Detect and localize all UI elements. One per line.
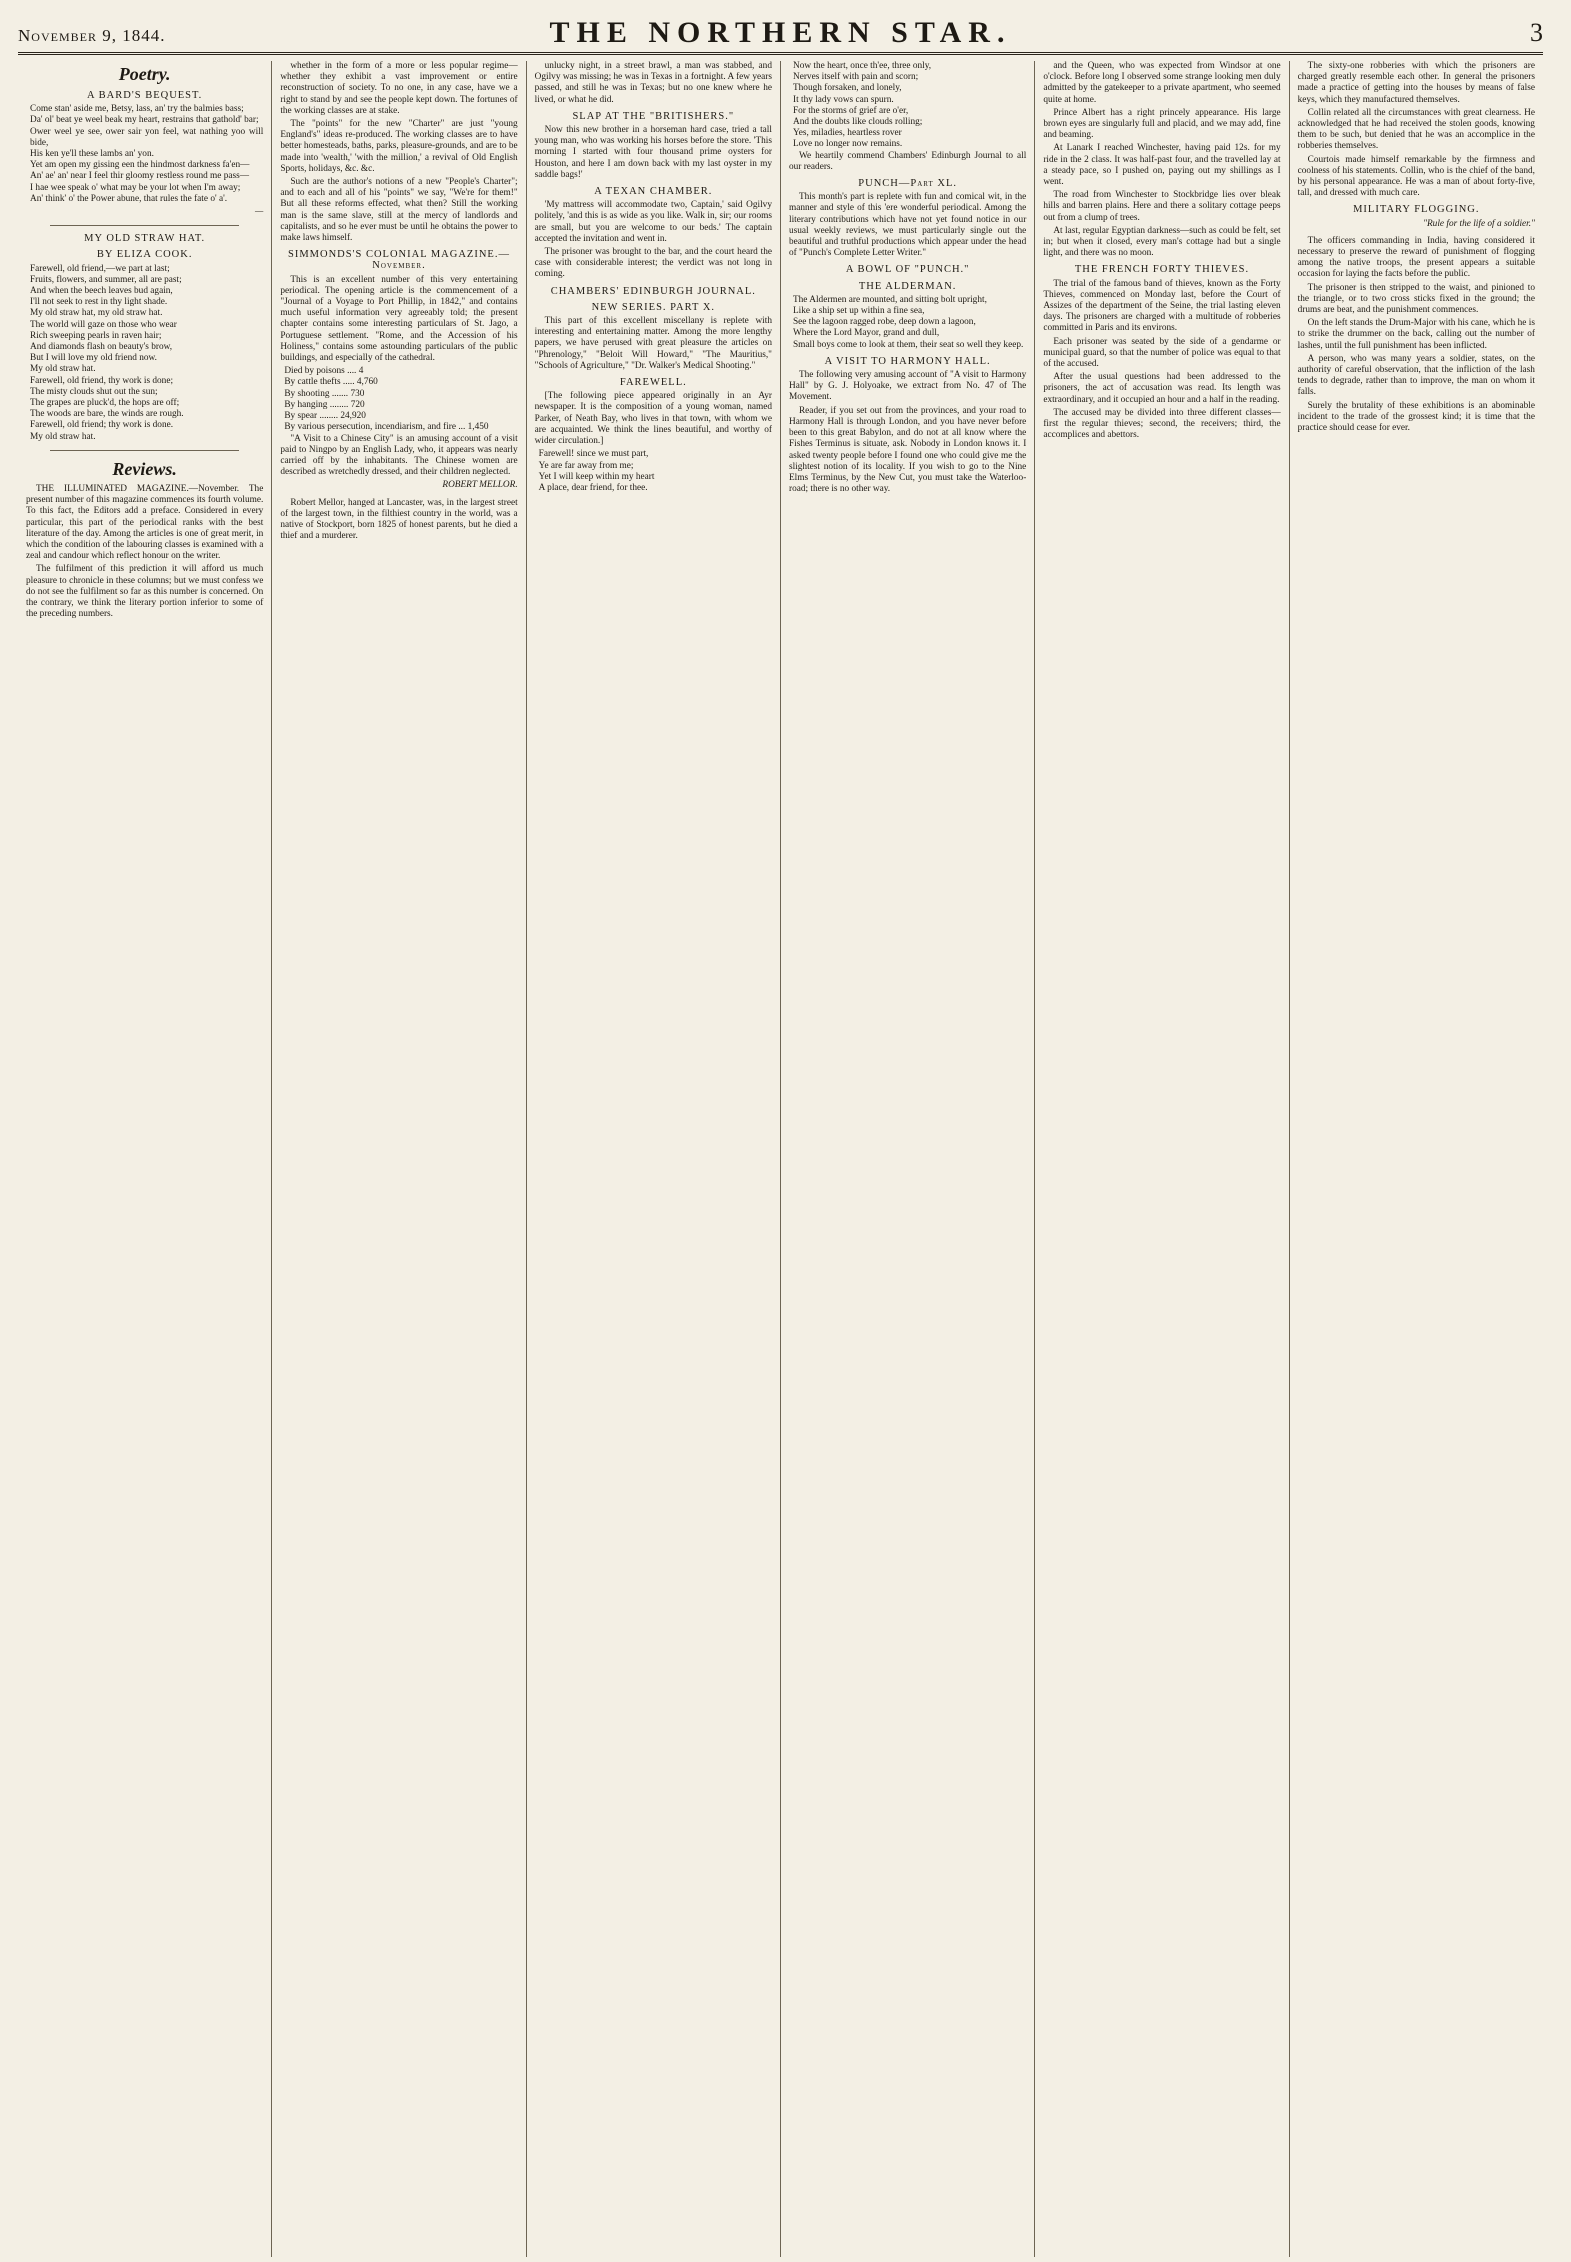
article-title: A BOWL OF "PUNCH." <box>845 264 970 276</box>
article-paragraph: whether in the form of a more or less popular regime—whether they exhibit a vast improvement or entire reconstruction of society. To no one, in any case, have we a right to stand by and see the people kept down. The fortunes of the working classes are at stake. <box>280 61 518 116</box>
column-3 <box>527 61 781 2257</box>
article-paragraph: [The following piece appeared originally in an Ayr newspaper. It is the composition of a young woman, named Parker, of Neath Bay, who lives in that town, with whom we are acquainted. We think the lines beautiful, and worthy of wider circulation.] <box>534 391 772 447</box>
article-paragraph: At Lanark I reached Winchester, having paid 12s. for my ride in the 2 class. It was half-past four, and the travelled lay at a steady pace, so I pushed on, paying out my shillings as I went. <box>1043 143 1281 188</box>
poem-verse: Farewell! since we must part, Ye are far away from me; Yet I will keep within my heart A place, dear friend, for thee. <box>538 449 655 493</box>
byline: ROBERT MELLOR. <box>442 480 518 491</box>
article-paragraph: A person, who was many years a soldier, states, on the authority of careful observation, that the infliction of the lash tends to degrade, rather than to improve, the man on whom it falls. <box>1297 353 1535 398</box>
article-paragraph: We heartily commend Chambers' Edinburgh Journal to all our readers. <box>788 150 1027 172</box>
article-title: NEW SERIES. PART X. <box>591 301 716 313</box>
article-paragraph: Surely the brutality of these exhibitions is an abominable incident to the trade of the grossest kind; it is time that the practice should cease for ever. <box>1297 400 1535 434</box>
article-paragraph: Such are the author's notions of a new "People's Charter"; and to each and all of his "points" we say, "We're for them!" But all these reforms effected, what then? Still the working man is the same slave, still at the mercy of landlords and capitalists, and so he ever must be until he obtains the power to make laws himself. <box>280 177 518 244</box>
section-heading: Poetry. <box>118 64 171 84</box>
article-paragraph: This is an excellent number of this very entertaining periodical. The opening article is the commencement of a "Journal of a Voyage to Port Phillip, in 1842," and contains much useful information very agreeably told; the present chapter contains some interesting particulars of St. Jago, a Portuguese settlement. "Rome, and the Accession of his Holiness," contains some astounding particulars of the public buildings, and especially of the cathedral. <box>280 274 518 364</box>
poem-verse: Now the heart, once th'ee, three only, Nerves itself with pain and scorn; Though forsaken, and lonely, It thy lady vows can spurn. For the storms of grief are o'er, And the doubts like clouds rolling; Yes, miladies, heartless rover Love no longer now remains. <box>792 61 932 150</box>
byline: — <box>255 207 264 218</box>
article-paragraph: This part of this excellent miscellany is replete with interesting and entertaining matter. Among the more lengthy papers, we have perused with great pleasure the articles on "Phrenology," "Beloit Will Howard," "The Mauritius," "Schools of Agriculture," "Dr. Walker's Medical Shooting." <box>534 316 772 371</box>
article-paragraph: 'My mattress will accommodate two, Captain,' said Ogilvy politely, 'and this is as wide as you like. Walk in, sir; our rooms are small, but you are welcome to our beds.' The captain accepted the invitation and went in. <box>534 200 772 244</box>
article-paragraph: The accused may be divided into three different classes—first the regular thieves; second, the receivers; third, the accomplices and abettors. <box>1043 407 1281 441</box>
article-title: FAREWELL. <box>619 377 687 389</box>
article-paragraph: On the left stands the Drum-Major with his cane, which he is to strike the drummer on the back, calling out the number of lashes, until the full punishment has been inflicted. <box>1297 318 1535 351</box>
article-title: A TEXAN CHAMBER. <box>594 186 713 198</box>
column-6 <box>1290 61 1543 2257</box>
article-paragraph: The road from Winchester to Stockbridge lies over bleak hills and barren plains. Here and there a solitary cottage peeps out from a clump of trees. <box>1043 190 1281 223</box>
article-paragraph: The following very amusing account of "A visit to Harmony Hall" by G. J. Holyoake, we extract from No. 47 of The Movement. <box>788 370 1027 403</box>
article-title: THE ALDERMAN. <box>858 280 957 292</box>
article-paragraph: Each prisoner was seated by the side of a gendarme or municipal guard, so that the number of police was equal to that of the accused. <box>1043 336 1281 370</box>
issue-date: November 9, 1844. <box>18 26 166 45</box>
column-4 <box>781 61 1035 2257</box>
article-paragraph: The "points" for the new "Charter" are just "young England's" ideas re-produced. The working classes are to have better homesteads, baths, parks, pleasure-grounds, and are to be made into 'wealth,' 'with the million,' a revival of Old English Sports, holidays, &c. &c. <box>280 119 518 174</box>
article-title: CHAMBERS' EDINBURGH JOURNAL. <box>550 285 756 297</box>
article-title: MILITARY FLOGGING. <box>1353 204 1480 216</box>
article-paragraph: After the usual questions had been addressed to the prisoners, the act of accusation was read. Its length was extraordinary, and it occupied an hour and a half in the reading. <box>1043 372 1281 405</box>
article-paragraph: This month's part is replete with fun and comical wit, in the manner and style of this 'ere wonderful periodical. Among the literary contributions which have not yet found notice in our usual weekly reviews, we must particularly single out the beautiful and truthful productions which appear under the head of "Punch's Complete Letter Writer." <box>788 192 1027 259</box>
article-title: THE FRENCH FORTY THIEVES. <box>1074 264 1250 276</box>
newspaper-title: THE NORTHERN STAR. <box>549 16 1012 49</box>
masthead <box>18 0 1543 55</box>
article-title: A VISIT TO HARMONY HALL. <box>824 355 991 367</box>
article-paragraph: Reader, if you set out from the provinces, and your road to Harmony Hall is through London, and you have never before been to this great Babylon, and do not at all know where the Fishes Terminus is situate, ask. Nobody in London knows it. I asked twenty people before I found one who could give me the slightest notion of its locality. If you wish to go to the Nine Elms Terminus, by the New Cut, you must take the Waterloo-road; there is no other way. <box>788 405 1027 495</box>
article-paragraph: and the Queen, who was expected from Windsor at one o'clock. Before long I observed some strange looking men duly admitted by the gatekeeper to a private apartment, who seemed quite at home. <box>1043 61 1281 105</box>
article-paragraph: THE ILLUMINATED MAGAZINE.—November. The present number of this magazine commences its fourth volume. To this fact, the Editors add a preface. Considered in every particular, this part of the periodical ranks with the best literature of the day. Among the articles is one of great merit, in which the condition of the labouring classes is examined with a zeal and candour which reflect honour on the writer. <box>26 483 264 562</box>
article-paragraph: Collin related all the circumstances with great clearness. He acknowledged that he had received the stolen goods, knowing them to be such, but denied that he was an accomplice in the robberies themselves. <box>1297 107 1535 152</box>
poem-verse: Farewell, old friend,—we part at last; Fruits, flowers, and summer, all are past; And when the beech leaves bud again, I'll not seek to rest in thy light shade. My old straw hat, my old straw hat. The world will gaze on those who wear Rich sweeping pearls in raven hair; And diamonds flash on beauty's brow, But I will love my old friend now. My old straw hat. Farewell, old friend, thy work is done; The misty clouds shut out the sun; The grapes are pluck'd, the hops are off; The woods are bare, the winds are rough. Farewell, old friend; thy work is done. My old straw hat. <box>30 263 184 442</box>
article-paragraph: The trial of the famous band of thieves, known as the Forty Thieves, commenced on Monday last, before the Court of Assizes of the department of the Seine, the trial lasting eleven days. The prisoners are charged with a multitude of robberies committed in Paris and its environs. <box>1043 278 1281 334</box>
article-title: SIMMONDS'S COLONIAL MAGAZINE.—November. <box>288 249 510 272</box>
article-title: A BARD'S BEQUEST. <box>87 90 203 101</box>
divider <box>50 225 239 226</box>
article-paragraph: Robert Mellor, hanged at Lancaster, was, in the largest street of the largest town, in the filthiest country in the world, was a native of Stockport, born 1825 of honest parents, but he died a thief and a murderer. <box>280 497 518 542</box>
column-2 <box>272 61 526 2257</box>
article-paragraph: Courtois made himself remarkable by the firmness and coolness of his statements. Collin, who is the chief of the band, by his personal appearance. He was a man of about forty-five, tall, and dressed with much care. <box>1297 154 1535 199</box>
article-paragraph: The prisoner was brought to the bar, and the court heard the case with considerable interest; the verdict was not long in coming. <box>534 247 772 280</box>
poem-verse: The Aldermen are mounted, and sitting bolt upright, Like a ship set up within a fine sea, See the lagoon ragged robe, deep down a lagoon, Where the Lord Mayor, grand and dull, Small boys come to look at them, their seat so well they keep. <box>792 294 1024 350</box>
article-paragraph: At last, regular Egyptian darkness—such as could be felt, set in; but when it closed, every man's cottage had but a single light, and there was no moon. <box>1043 225 1281 259</box>
article-paragraph: The prisoner is then stripped to the waist, and pinioned to the triangle, or to two cross sticks fixed in the ground; the drums are beat, and the punishment commences. <box>1297 282 1535 316</box>
section-heading: Reviews. <box>112 458 177 479</box>
article-title: PUNCH—Part XL. <box>858 178 958 190</box>
poem-verse: Died by poisons .... 4 By cattle thefts ..... 4,760 By shooting ....... 730 By hanging ........ 720 By spear ........ 24,920 By various persecution, incendiarism, and fire ... 1,450 <box>284 366 489 433</box>
article-paragraph: The officers commanding in India, having considered it necessary to preserve the reward of punishment of flogging among the native troops, the present appears a suitable occasion for laying the facts before the public. <box>1297 235 1535 280</box>
article-paragraph: unlucky night, in a street brawl, a man was stabbed, and Ogilvy was missing; he was in Texas in a fortnight. A few years passed, and still he was in Texas; but no one knew where he lived, or what he did. <box>534 61 772 105</box>
byline: "Rule for the life of a soldier." <box>1423 218 1535 229</box>
column-1 <box>18 61 272 2257</box>
article-paragraph: "A Visit to a Chinese City" is an amusing account of a visit paid to Ningpo by an English Lady, who, it appears was nearly carried off by the inhabitants. The Chinese women are described as wretchedly dressed, and their children neglected. <box>280 433 518 478</box>
article-title: BY ELIZA COOK. <box>96 249 193 261</box>
article-paragraph: The sixty-one robberies with which the prisoners are charged greatly resemble each other. In general the prisoners made a practice of getting into the houses by means of false keys, which they manufactured themselves. <box>1297 61 1535 105</box>
article-paragraph: Prince Albert has a right princely appearance. His large brown eyes are singularly full and placid, and we may add, fine and beaming. <box>1043 107 1281 141</box>
article-title: SLAP AT THE "BRITISHERS." <box>572 110 735 122</box>
column-5 <box>1035 61 1289 2257</box>
divider <box>50 450 239 451</box>
poem-verse: Come stan' aside me, Betsy, lass, an' try the balmies bass; Da' ol' beat ye weel beak my heart, restrains that gathold' bar; Ower weel ye see, ower sair yon feel, wat nathing yoo will bide, His ken ye'll these lambs an' yon. Yet am open my gissing een the hindmost darkness fa'en— An' ae' an' near I feel thir gloomy restless round me pass— I hae wee speak o' what may be your lot when I'm away; An' think' o' the Power abune, that rules the fate o' a'. <box>30 104 264 204</box>
page-number: 3 <box>1529 18 1543 47</box>
column-container <box>18 61 1543 2257</box>
article-paragraph: Now this new brother in a horseman hard case, tried a tall young man, who was working his horses before the store. 'This morning I started with four thousand prime oysters for Houston, and here I am down back with my last oyster in my saddle bags!' <box>534 125 772 180</box>
article-paragraph: The fulfilment of this prediction it will afford us much pleasure to chronicle in these columns; but we must confess we do not see the fulfilment so far as this number is concerned. On the contrary, we think the literary portion inferior to some of the preceding numbers. <box>26 564 264 620</box>
article-title: MY OLD STRAW HAT. <box>84 233 206 245</box>
